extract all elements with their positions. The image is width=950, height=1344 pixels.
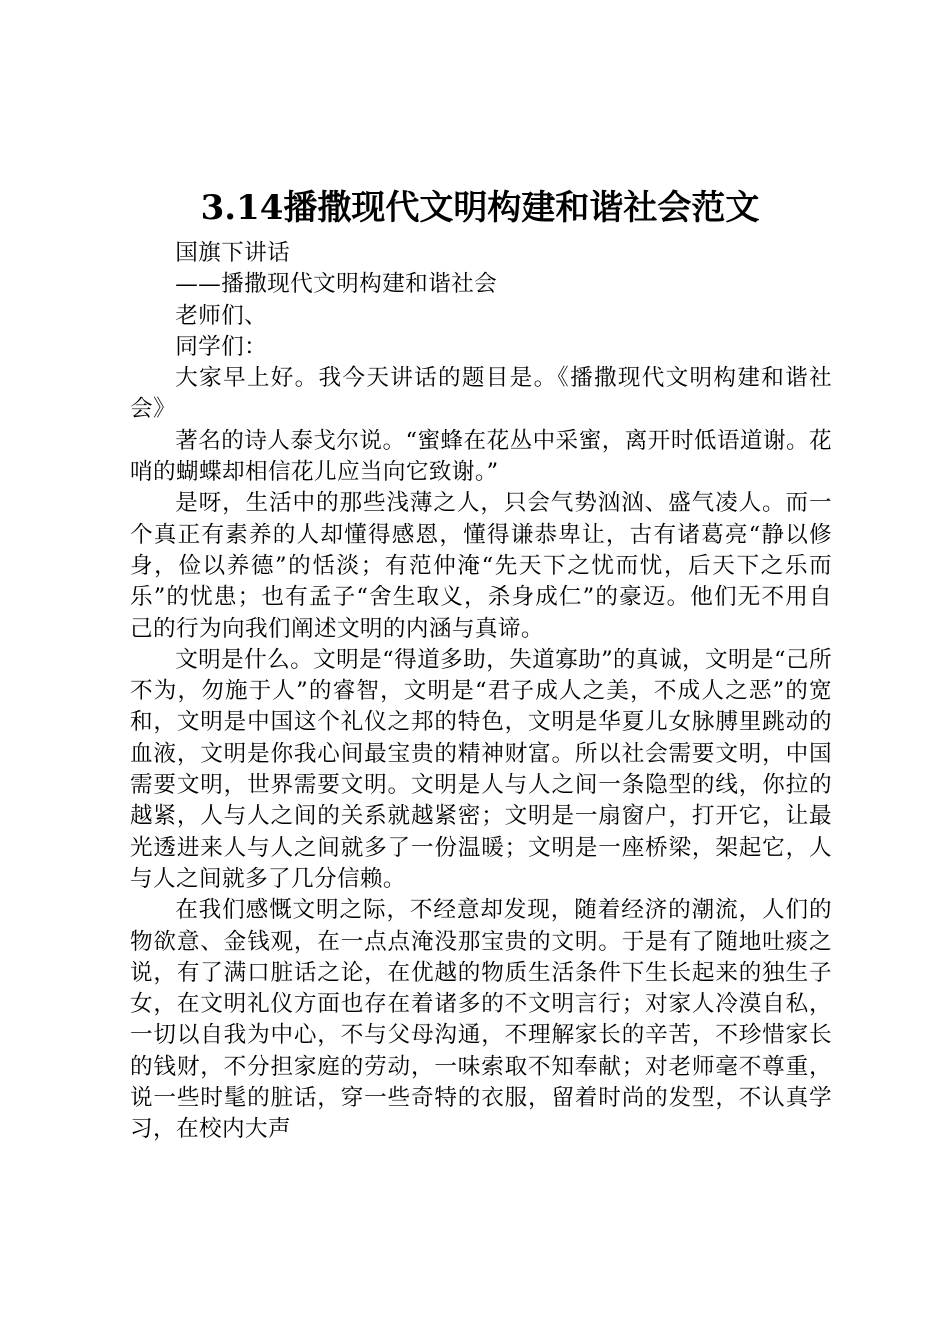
paragraph-what-is-civilization: 文明是什么。文明是“得道多助，失道寡助”的真诚，文明是“己所不为，勿施于人”的睿智，文明是“君子成人之美，不成人之恶”的宽和，文明是中国这个礼仪之邦的特色，文明是华夏儿女脉膊里跳动的血液，文明是你我心间最宝贵的精神财富。所以社会需要文明，中国需要文明，世界需要文明。文明是人与人之间一条隐型的线，你拉的越紧，人与人之间的关系就越紧密；文明是一扇窗户，打开它，让最光透进来人与人之间就多了一份温暖；文明是一座桥梁，架起它，人与人之间就多了几分信赖。 <box>130 646 832 892</box>
paragraph-tagore-quote: 著名的诗人泰戈尔说。“蜜蜂在花丛中采蜜，离开时低语道谢。花哨的蝴蝶却相信花儿应当向它致谢。” <box>130 427 832 486</box>
speech-type-line: 国旗下讲话 <box>175 240 291 266</box>
paragraph-gratitude: 是呀，生活中的那些浅薄之人，只会气势汹汹、盛气凌人。而一个真正有素养的人却懂得感恩，懂得谦恭卑让，古有诸葛亮“静以修身，俭以养德”的恬淡；有范仲淹“先天下之忧而忧，后天下之乐而乐”的忧患；也有孟子“舍生取义，杀身成仁”的豪迈。他们无不用自己的行为向我们阐述文明的内涵与真谛。 <box>130 490 832 642</box>
document-title: 3.14播撒现代文明构建和谐社会范文 <box>200 188 760 228</box>
speech-subtitle: ——播撒现代文明构建和谐社会 <box>175 271 498 298</box>
salutation-teachers: 老师们、 <box>175 302 268 329</box>
document-body <box>130 238 832 1146</box>
paragraph-greeting: 大家早上好。我今天讲话的题目是。《播撒现代文明构建和谐社会》 <box>130 365 832 423</box>
salutation-students: 同学们： <box>175 333 268 360</box>
paragraph-lost-civilization: 在我们感慨文明之际，不经意却发现，随着经济的潮流，人们的物欲意、金钱观，在一点点淹没那宝贵的文明。于是有了随地吐痰之说，有了满口脏话之论，在优越的物质生活条件下生长起来的独生子女，在文明礼仪方面也存在着诸多的不文明言行；对家人冷漠自私，一切以自我为中心，不与父母沟通，不理解家长的辛苦，不珍惜家长的钱财，不分担家庭的劳动，一味索取不知奉献；对老师毫不尊重，说一些时髦的脏话，穿一些奇特的衣服，留着时尚的发型，不认真学习，在校内大声 <box>130 897 832 1143</box>
